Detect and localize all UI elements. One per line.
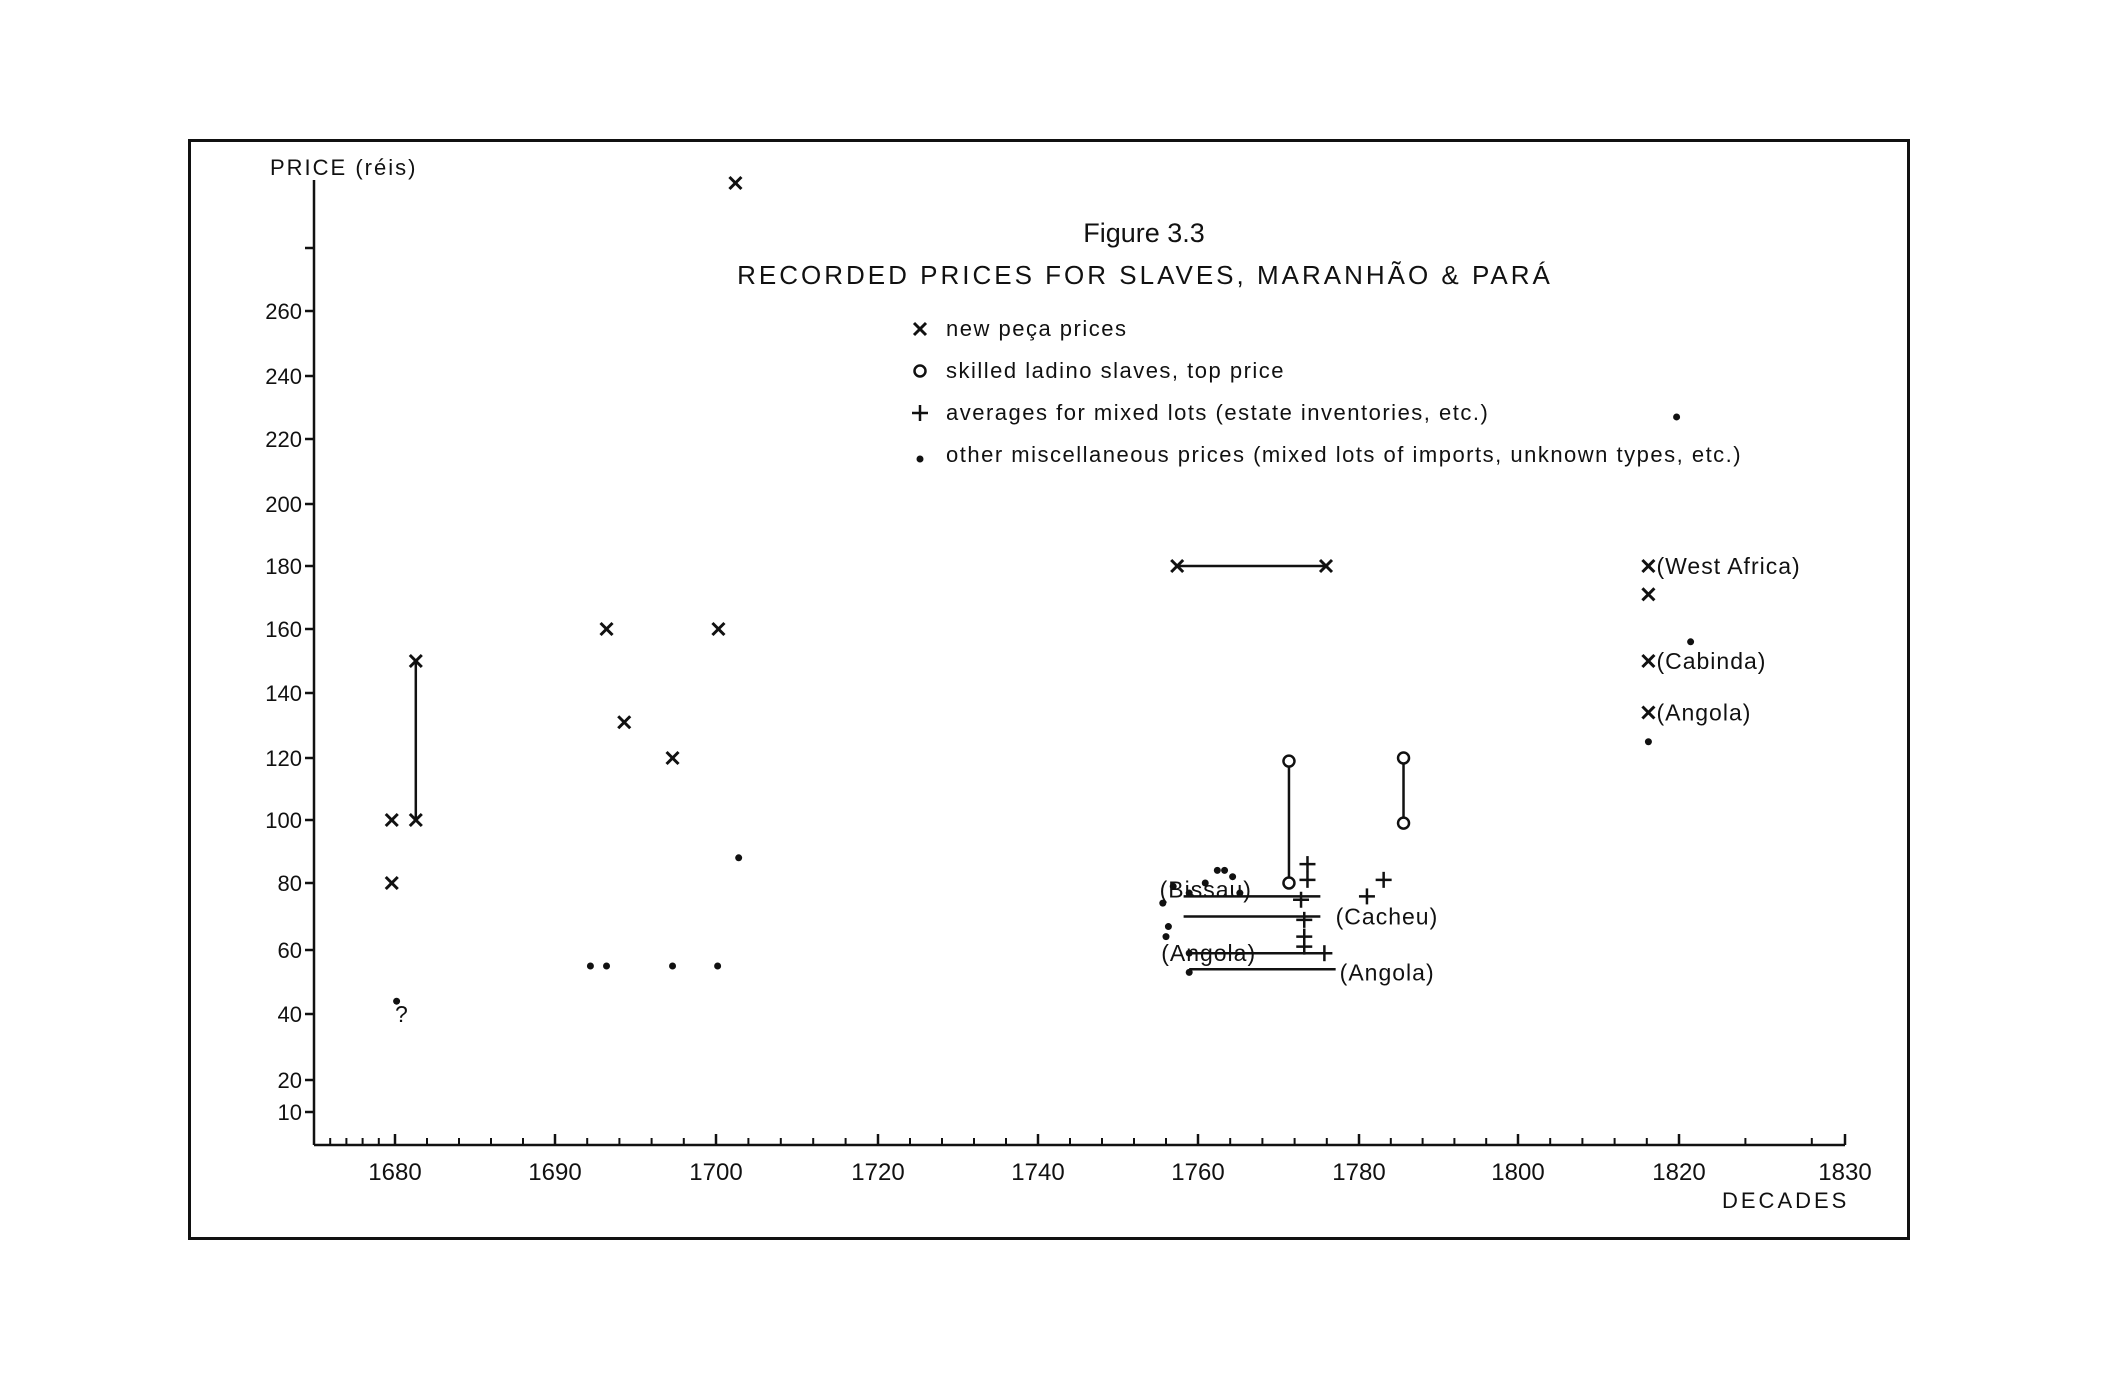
point-dot-14 [1165, 923, 1172, 930]
legend-label-1: skilled ladino slaves, top price [946, 358, 1286, 383]
y-axis-label: PRICE (réis) [270, 155, 418, 180]
y-tick-label-160: 160 [265, 617, 302, 642]
point-x-5 [618, 716, 630, 728]
y-tick-label-260: 260 [265, 299, 302, 324]
legend-marker-3 [917, 456, 924, 463]
annotations [395, 553, 1801, 1027]
point-dot-15 [1163, 933, 1170, 940]
y-tick-label-180: 180 [265, 554, 302, 579]
x-tick-label-1680: 1680 [368, 1159, 422, 1186]
point-dot-10 [1221, 867, 1228, 874]
x-tick-label-1740: 1740 [1011, 1159, 1065, 1186]
point-dot-1 [587, 963, 594, 970]
figure-label: Figure 3.3 [1083, 218, 1205, 248]
point-x-8 [729, 177, 741, 189]
y-ticks [265, 248, 314, 1125]
range-lines [416, 566, 1404, 969]
point-dot-5 [735, 854, 742, 861]
point-o-0 [1283, 756, 1294, 767]
point-plus-3 [1316, 945, 1332, 961]
annotation-1: (Cabinda) [1656, 648, 1767, 674]
y-tick-label-240: 240 [265, 364, 302, 389]
point-dot-3 [669, 963, 676, 970]
x-tick-label-1800: 1800 [1491, 1159, 1545, 1186]
point-x-12 [1642, 588, 1654, 600]
point-dot-19 [1687, 638, 1694, 645]
point-x-7 [712, 623, 724, 635]
x-ticks [330, 1134, 1871, 1186]
point-o-2 [1398, 753, 1409, 764]
x-tick-label-1720: 1720 [851, 1159, 905, 1186]
y-tick-label-40: 40 [277, 1002, 302, 1027]
annotation-0: (West Africa) [1656, 553, 1801, 579]
x-tick-label-1820: 1820 [1652, 1159, 1706, 1186]
legend-label-2: averages for mixed lots (estate inventories, etc.) [946, 400, 1490, 425]
x-axis-label: DECADES [1722, 1188, 1850, 1213]
point-dot-17 [1186, 969, 1193, 976]
y-tick-label-140: 140 [265, 681, 302, 706]
y-tick-label-220: 220 [265, 427, 302, 452]
point-dot-4 [714, 963, 721, 970]
point-plus-5 [1376, 872, 1392, 888]
x-tick-label-1780: 1780 [1332, 1159, 1386, 1186]
annotation-4: (Cacheu) [1335, 903, 1439, 930]
annotation-7: ? [395, 1001, 409, 1027]
point-plus-4 [1359, 888, 1375, 904]
point-dot-20 [1673, 413, 1680, 420]
x-tick-label-1690: 1690 [528, 1159, 582, 1186]
point-dot-2 [603, 963, 610, 970]
annotation-5: (Angola) [1161, 940, 1257, 967]
y-tick-label-10: 10 [277, 1100, 302, 1125]
y-tick-label-80: 80 [277, 871, 302, 896]
point-x-1 [386, 877, 398, 889]
point-x-6 [667, 752, 679, 764]
x-tick-label-1830: 1830 [1818, 1159, 1872, 1186]
data-marks [386, 177, 1694, 1005]
y-tick-label-60: 60 [277, 938, 302, 963]
point-dot-18 [1645, 738, 1652, 745]
legend-marker-0 [914, 323, 926, 335]
point-plus-0 [1299, 856, 1315, 872]
legend-marker-2 [912, 405, 928, 421]
legend-label-3: other miscellaneous prices (mixed lots of imports, unknown types, etc.) [946, 442, 1743, 467]
point-plus-1 [1299, 872, 1315, 888]
point-o-3 [1398, 818, 1409, 829]
y-tick-label-120: 120 [265, 746, 302, 771]
y-tick-label-200: 200 [265, 492, 302, 517]
annotation-3: (Bissau) [1159, 876, 1252, 903]
point-x-14 [1642, 707, 1654, 719]
y-tick-label-20: 20 [277, 1068, 302, 1093]
legend-label-0: new peça prices [946, 316, 1128, 341]
point-x-11 [1642, 560, 1654, 572]
x-tick-label-1700: 1700 [689, 1159, 743, 1186]
x-tick-label-1760: 1760 [1171, 1159, 1225, 1186]
legend-marker-1 [915, 366, 926, 377]
annotation-6: (Angola) [1339, 959, 1435, 986]
legend [912, 316, 1742, 467]
chart-title: RECORDED PRICES FOR SLAVES, MARANHÃO & PARÁ [737, 260, 1553, 290]
point-o-1 [1283, 878, 1294, 889]
y-tick-label-100: 100 [265, 808, 302, 833]
point-dot-9 [1214, 867, 1221, 874]
point-x-0 [386, 814, 398, 826]
annotation-2: (Angola) [1656, 699, 1752, 726]
point-plus-6 [1296, 912, 1312, 928]
point-plus-2 [1293, 892, 1309, 908]
point-x-4 [601, 623, 613, 635]
point-x-13 [1642, 655, 1654, 667]
